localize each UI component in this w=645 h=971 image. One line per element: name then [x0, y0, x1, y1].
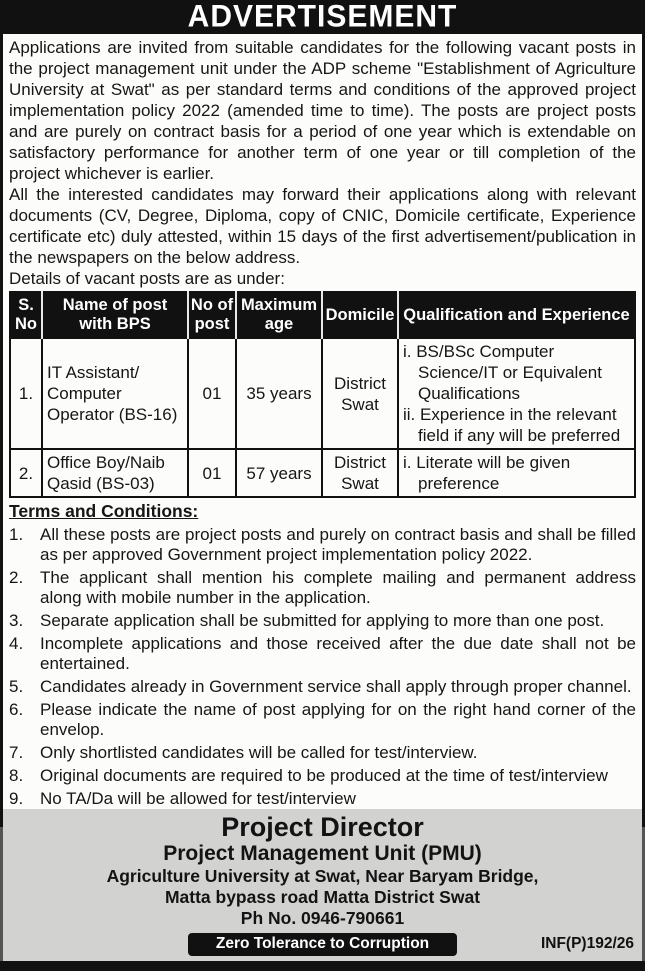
- intro-paragraph-1: Applications are invited from suitable candidates for the following vacant posts in the project management unit under the ADP scheme "Establishment of Agriculture University at Swat" as per standard terms and conditions of the approved project implementation policy 2022 (amended time to time). The posts are project posts and are purely on contract basis for a period of one year which is extendable on satisfactory performance for another term of one year or till completion of the project whichever is earlier.: [9, 38, 636, 183]
- qualification-line: i. BS/BSc Computer Science/IT or Equivalent Qualifications: [403, 342, 602, 403]
- zero-tolerance-badge: Zero Tolerance to Corruption: [188, 933, 457, 956]
- cell-sno: 1.: [10, 338, 42, 449]
- table-row: [10, 449, 635, 497]
- term-item: [9, 789, 636, 809]
- cell-post: Office Boy/Naib Qasid (BS-03): [42, 449, 188, 497]
- table-row: [10, 338, 635, 449]
- term-text: The applicant shall mention his complete mailing and permanent address along with mobile number in the application.: [40, 568, 636, 607]
- term-item: [9, 700, 636, 740]
- qualification-line: i. Literate will be given preference: [403, 453, 571, 493]
- intro-paragraph-2: All the interested candidates may forward their applications along with relevant documents (CV, Degree, Diploma, copy of CNIC, Domicile certificate, Experience certificate etc) duly attested, within 15 days of the first advertisement/publication in the newspapers on the below address.: [9, 185, 636, 267]
- ad-body: [3, 34, 642, 809]
- footer-unit: Project Management Unit (PMU): [163, 842, 482, 865]
- title-banner: [0, 0, 645, 34]
- cell-age: 35 years: [236, 338, 322, 449]
- cell-qualification: [398, 338, 635, 449]
- footer-phone: Ph No. 0946-790661: [240, 908, 405, 928]
- term-number: 9.: [9, 789, 24, 808]
- term-text: Only shortlisted candidates will be called for test/interview.: [40, 743, 478, 762]
- table-header-row: [10, 292, 635, 338]
- term-text: Incomplete applications and those received after the due date shall not be entertained.: [40, 634, 636, 673]
- term-number: 4.: [9, 634, 24, 653]
- term-item: [9, 743, 636, 763]
- inf-reference: INF(P)192/26: [540, 935, 634, 952]
- term-text: All these posts are project posts and purely on contract basis and shall be filled as per approved Government project implementation policy 2022.: [40, 525, 636, 564]
- footer-block: [3, 809, 642, 961]
- term-number: 5.: [9, 677, 24, 696]
- term-text: Candidates already in Government service shall apply through proper channel.: [40, 677, 632, 696]
- term-number: 2.: [9, 568, 24, 587]
- page-title: ADVERTISEMENT: [187, 0, 458, 34]
- header-sno: S. No: [10, 292, 42, 338]
- vacancies-table: [9, 291, 636, 498]
- cell-domicile: District Swat: [322, 338, 398, 449]
- cell-domicile: District Swat: [322, 449, 398, 497]
- term-item: [9, 568, 636, 608]
- cell-qualification: [398, 449, 635, 497]
- footer-bottom-row: [9, 932, 636, 956]
- cell-age: 57 years: [236, 449, 322, 497]
- term-number: 7.: [9, 743, 24, 762]
- bottom-border-strip: [0, 961, 645, 971]
- term-number: 1.: [9, 525, 24, 544]
- cell-count: 01: [188, 338, 236, 449]
- header-post: Name of post with BPS: [42, 292, 188, 338]
- footer-address-1: Agriculture University at Swat, Near Baryam Bridge,: [106, 866, 539, 886]
- footer-director: Project Director: [221, 812, 424, 842]
- term-text: Separate application shall be submitted for applying to more than one post.: [40, 611, 605, 630]
- term-item: [9, 677, 636, 697]
- header-count: No of post: [188, 292, 236, 338]
- term-number: 3.: [9, 611, 24, 630]
- term-text: Please indicate the name of post applying for on the right hand corner of the envelop.: [40, 700, 636, 739]
- term-item: [9, 525, 636, 565]
- cell-post: IT Assistant/ Computer Operator (BS-16): [42, 338, 188, 449]
- header-qualification: Qualification and Experience: [398, 292, 635, 338]
- terms-heading: Terms and Conditions:: [9, 501, 199, 521]
- term-item: [9, 611, 636, 631]
- cell-count: 01: [188, 449, 236, 497]
- cell-sno: 2.: [10, 449, 42, 497]
- term-number: 6.: [9, 700, 24, 719]
- term-text: Original documents are required to be produced at the time of test/interview: [40, 766, 608, 785]
- term-number: 8.: [9, 766, 24, 785]
- footer-address-2: Matta bypass road Matta District Swat: [164, 887, 481, 907]
- term-item: [9, 634, 636, 674]
- header-age: Maximum age: [236, 292, 322, 338]
- term-text: No TA/Da will be allowed for test/interview: [40, 789, 356, 808]
- details-line: Details of vacant posts are as under:: [9, 269, 285, 288]
- term-item: [9, 766, 636, 786]
- header-domicile: Domicile: [322, 292, 398, 338]
- qualification-line: ii. Experience in the relevant field if any will be preferred: [403, 405, 621, 445]
